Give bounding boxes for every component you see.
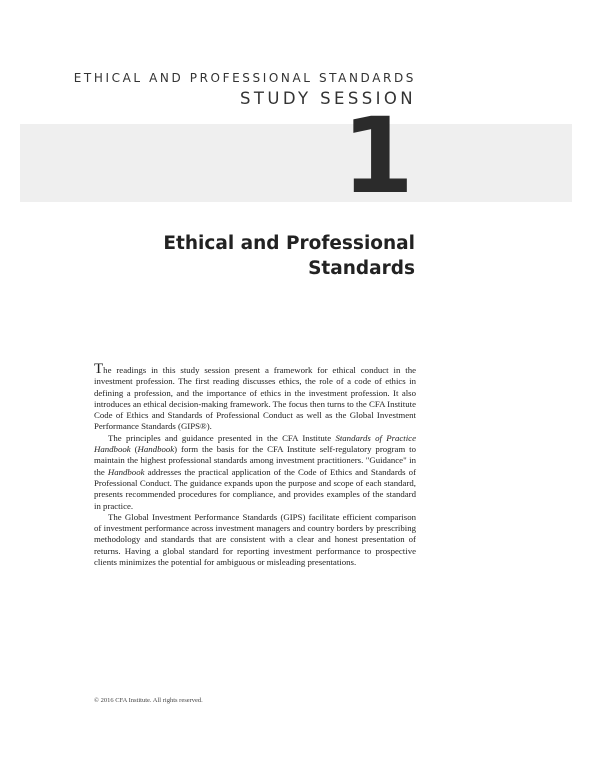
body-text xyxy=(94,361,416,568)
paragraph-2-italic-3: Handbook xyxy=(107,466,145,477)
page-title xyxy=(115,231,415,281)
paragraph-2-text-b: ( xyxy=(130,444,138,455)
paragraph-2-text-a: The principles and guidance presented in the CFA Institute xyxy=(108,432,336,443)
section-kicker: ETHICAL AND PROFESSIONAL STANDARDS xyxy=(73,71,416,85)
paragraph-2-italic-1: Standards of Practice Handbook xyxy=(94,432,416,455)
page-title-line2: Standards xyxy=(308,258,415,279)
paragraph-2-italic-2: Handbook xyxy=(137,444,175,455)
paragraph-3: The Global Investment Performance Standards (GIPS) facilitate efficient comparison of investment performance across investment managers and country borders by prescribing methodology and standards that are consistent with a clear and honest presentation of returns. Having a global standard for reporting investment performance to prospective clients minimizes the potential for ambiguous or misleading presentations. xyxy=(94,511,416,568)
paragraph-2-text-d: addresses the practical application of the Code of Ethics and Standards of Professional Conduct. The guidance expands upon the purpose and scope of each standard, presents recommended procedures for compliance, and provides examples of the standard in practice. xyxy=(94,466,416,511)
paragraph-1-text: he readings in this study session present a framework for ethical conduct in the investment profession. The first reading discusses ethics, the role of a code of ethics in defining a profession, and the importance of ethics in the investment profession. It also introduces an ethical decision-making framework. The focus then turns to the CFA Institute Code of Ethics and Standards of Professional Conduct as well as the Global Investment Performance Standards (GIPS®). xyxy=(94,365,416,432)
paragraph-2-text-c: ) form the basis for the CFA Institute self-regulatory program to maintain the highest professional standards among investment practitioners. "Guidance" in the xyxy=(94,444,416,477)
paragraph-2 xyxy=(94,433,416,512)
page-title-line1: Ethical and Professional xyxy=(163,233,415,254)
drop-cap: T xyxy=(94,361,104,377)
copyright-footer: © 2016 CFA Institute. All rights reserved. xyxy=(94,697,203,704)
session-number-band xyxy=(20,124,572,202)
session-number: 1 xyxy=(341,95,414,217)
paragraph-1 xyxy=(94,361,416,433)
study-session-label: STUDY SESSION xyxy=(240,89,416,108)
